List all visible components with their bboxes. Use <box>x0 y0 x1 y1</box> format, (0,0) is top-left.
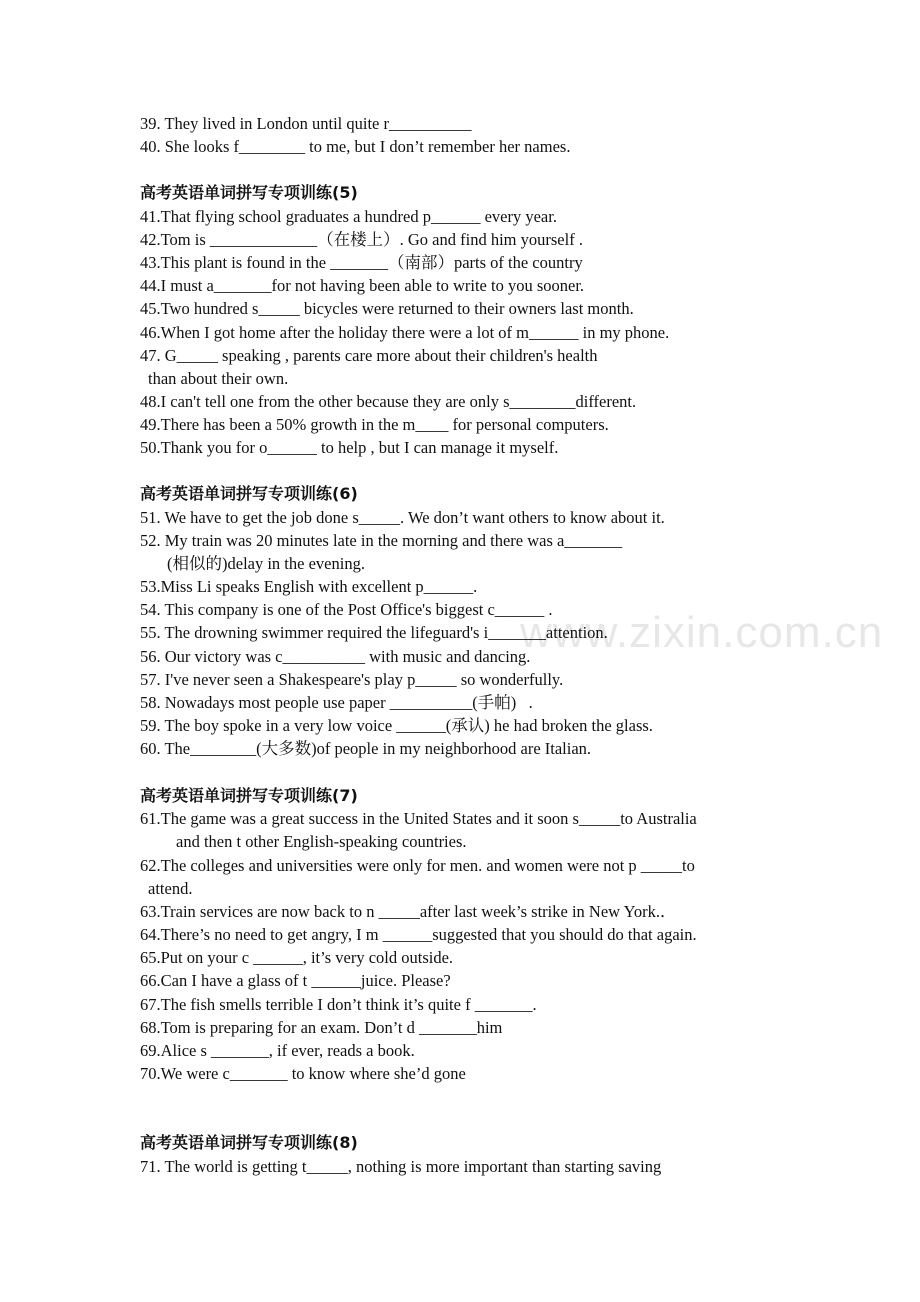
question-55: 55. The drowning swimmer required the lifeguard's i_______attention. <box>140 623 608 642</box>
question-50: 50.Thank you for o______ to help , but I can manage it myself. <box>140 438 559 457</box>
question-67: 67.The fish smells terrible I don’t think it’s quite f _______. <box>140 995 537 1014</box>
question-45: 45.Two hundred s_____ bicycles were returned to their owners last month. <box>140 299 634 318</box>
section-heading-7: 高考英语单词拼写专项训练(7) <box>140 786 358 805</box>
question-42: 42.Tom is _____________（在楼上）. Go and find him yourself . <box>140 230 583 249</box>
section-heading-8: 高考英语单词拼写专项训练(8) <box>140 1133 358 1152</box>
question-52: 52. My train was 20 minutes late in the morning and there was a_______ <box>140 531 623 550</box>
question-40: 40. She looks f________ to me, but I don’t remember her names. <box>140 137 571 156</box>
question-58: 58. Nowadays most people use paper __________(手帕) . <box>140 693 533 712</box>
section-heading-6: 高考英语单词拼写专项训练(6) <box>140 484 358 503</box>
question-63: 63.Train services are now back to n _____after last week’s strike in New York.． <box>140 902 677 921</box>
question-68: 68.Tom is preparing for an exam. Don’t d _______him <box>140 1018 503 1037</box>
question-59: 59. The boy spoke in a very low voice ______(承认) he had broken the glass. <box>140 716 653 735</box>
question-44: 44.I must a_______for not having been able to write to you sooner. <box>140 276 585 295</box>
question-60: 60. The________(大多数)of people in my neighborhood are Italian. <box>140 739 592 758</box>
question-49: 49.There has been a 50% growth in the m____ for personal computers. <box>140 415 609 434</box>
question-54: 54. This company is one of the Post Office's biggest c______ . <box>140 600 553 619</box>
question-41: 41.That flying school graduates a hundred p______ every year. <box>140 207 557 226</box>
question-52-cont: (相似的)delay in the evening. <box>167 554 365 573</box>
question-53: 53.Miss Li speaks English with excellent p______. <box>140 577 478 596</box>
question-61-cont: and then t other English-speaking countries. <box>176 832 467 851</box>
question-62-cont: attend. <box>148 879 193 898</box>
question-39: 39. They lived in London until quite r__________ <box>140 114 472 133</box>
question-62: 62.The colleges and universities were only for men. and women were not p _____to <box>140 856 695 875</box>
question-51: 51. We have to get the job done s_____. We don’t want others to know about it. <box>140 508 665 527</box>
question-65: 65.Put on your c ______, it’s very cold outside. <box>140 948 454 967</box>
watermark: www.zixin.com.cn <box>520 608 884 657</box>
question-57: 57. I've never seen a Shakespeare's play p_____ so wonderfully. <box>140 670 564 689</box>
question-46: 46.When I got home after the holiday there were a lot of m______ in my phone. <box>140 323 670 342</box>
question-66: 66.Can I have a glass of t ______juice. Please? <box>140 971 451 990</box>
section-heading-5: 高考英语单词拼写专项训练(5) <box>140 183 358 202</box>
question-56: 56. Our victory was c__________ with music and dancing. <box>140 647 531 666</box>
question-64: 64.There’s no need to get angry, I m ______suggested that you should do that again. <box>140 925 697 944</box>
question-61: 61.The game was a great success in the United States and it soon s_____to Australia <box>140 809 697 828</box>
question-47-cont: than about their own. <box>148 369 289 388</box>
question-47: 47. G_____ speaking , parents care more about their children's health <box>140 346 598 365</box>
question-69: 69.Alice s _______, if ever, reads a book. <box>140 1041 415 1060</box>
question-48: 48.I can't tell one from the other because they are only s________different. <box>140 392 637 411</box>
question-70: 70.We were c_______ to know where she’d gone <box>140 1064 466 1083</box>
question-43: 43.This plant is found in the _______（南部）parts of the country <box>140 253 583 272</box>
question-71: 71. The world is getting t_____, nothing is more important than starting saving <box>140 1157 662 1176</box>
